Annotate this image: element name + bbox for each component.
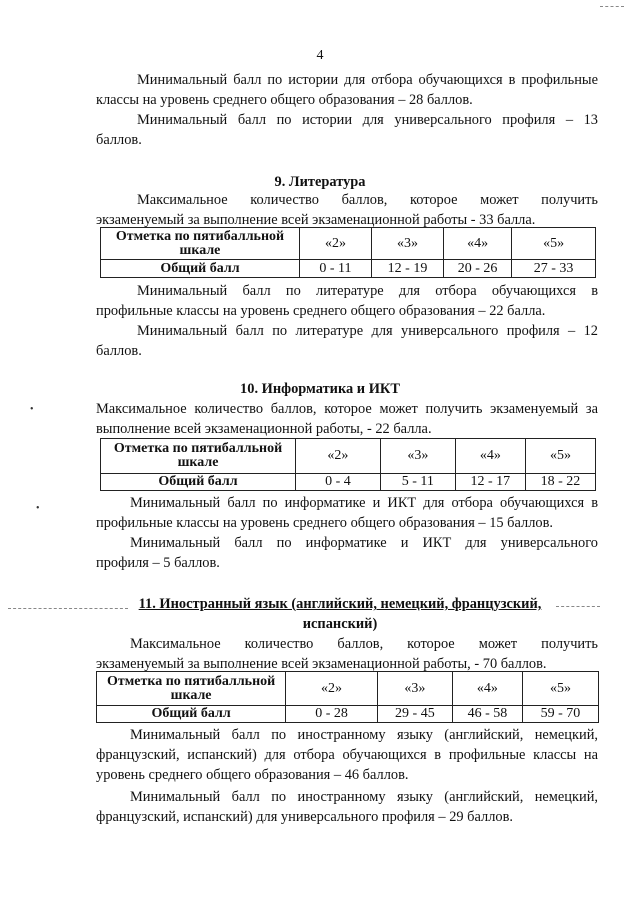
table-row (97, 706, 599, 723)
grade-cell: «2» (296, 439, 381, 474)
range-cell: 12 - 19 (371, 260, 443, 278)
grade-label-cell: Отметка по пятибалльной шкале (97, 672, 286, 706)
grade-cell: «4» (444, 228, 512, 260)
scan-dashed-line (600, 6, 624, 7)
range-cell: 0 - 4 (296, 474, 381, 491)
history-p1-line2: классы на уровень среднего общего образования – 28 баллов. (96, 92, 473, 108)
grade-cell: «5» (525, 439, 595, 474)
total-label-cell: Общий балл (101, 474, 296, 491)
informatics-p2-line1: Минимальный балл по информатике и ИКТ для универсального (130, 535, 598, 551)
literature-p1-line1: Минимальный балл по литературе для отбора обучающихся в (137, 283, 598, 299)
range-cell: 27 - 33 (512, 260, 596, 278)
scan-speck: • (30, 404, 34, 415)
grade-cell: «5» (522, 672, 598, 706)
grade-cell: «3» (371, 228, 443, 260)
informatics-intro-line1: Максимальное количество баллов, которое может получить экзаменуемый за (96, 401, 598, 417)
foreign-heading-line1: 11. Иностранный язык (английский, немецкий, французский, (138, 596, 542, 612)
grade-cell: «4» (452, 672, 522, 706)
foreign-heading-line2: испанский) (302, 616, 378, 632)
history-p2-line2: баллов. (96, 132, 142, 148)
page-number: 4 (316, 48, 324, 63)
range-cell: 0 - 11 (299, 260, 371, 278)
informatics-heading: 10. Информатика и ИКТ (240, 381, 400, 397)
foreign-p2-line1: Минимальный балл по иностранному языку (английский, немецкий, (130, 789, 598, 805)
grade-cell: «5» (512, 228, 596, 260)
table-row (101, 439, 596, 474)
foreign-score-table (96, 671, 599, 723)
table-row (101, 228, 596, 260)
literature-intro-line2: экзаменуемый за выполнение всей экзаменационной работы - 33 балла. (96, 212, 536, 228)
grade-cell: «3» (377, 672, 452, 706)
table-row (101, 474, 596, 491)
informatics-p2-line2: профиля – 5 баллов. (96, 555, 220, 571)
foreign-intro-line1: Максимальное количество баллов, которое может получить (130, 636, 598, 652)
range-cell: 0 - 28 (286, 706, 378, 723)
range-cell: 20 - 26 (444, 260, 512, 278)
table-row (97, 672, 599, 706)
grade-cell: «3» (380, 439, 455, 474)
range-cell: 18 - 22 (525, 474, 595, 491)
grade-cell: «2» (286, 672, 378, 706)
grade-cell: «4» (455, 439, 525, 474)
range-cell: 12 - 17 (455, 474, 525, 491)
literature-intro-line1: Максимальное количество баллов, которое может получить (137, 192, 598, 208)
range-cell: 5 - 11 (380, 474, 455, 491)
range-cell: 59 - 70 (522, 706, 598, 723)
informatics-p1-line2: профильные классы на уровень среднего общего образования – 15 баллов. (96, 515, 553, 531)
literature-p2-line1: Минимальный балл по литературе для универсального профиля – 12 (137, 323, 598, 339)
history-p1-line1: Минимальный балл по истории для отбора обучающихся в профильные (137, 72, 598, 88)
total-label-cell: Общий балл (97, 706, 286, 723)
history-p2-line1: Минимальный балл по истории для универсального профиля – 13 (137, 112, 598, 128)
literature-p1-line2: профильные классы на уровень среднего общего образования – 22 балла. (96, 303, 546, 319)
literature-heading: 9. Литература (274, 174, 366, 190)
range-cell: 29 - 45 (377, 706, 452, 723)
informatics-score-table (100, 438, 596, 491)
scan-speck: • (36, 503, 40, 514)
range-cell: 46 - 58 (452, 706, 522, 723)
foreign-intro-line2: экзаменуемый за выполнение всей экзаменационной работы, - 70 баллов. (96, 656, 547, 672)
grade-label-cell: Отметка по пятибалльной шкале (101, 439, 296, 474)
table-row (101, 260, 596, 278)
literature-p2-line2: баллов. (96, 343, 142, 359)
informatics-p1-line1: Минимальный балл по информатике и ИКТ для отбора обучающихся в (130, 495, 598, 511)
foreign-p1-line2: французский, испанский) для отбора обучающихся в профильные классы на (96, 747, 598, 763)
literature-score-table (100, 227, 596, 278)
foreign-p2-line2: французский, испанский) для универсального профиля – 29 баллов. (96, 809, 513, 825)
total-label-cell: Общий балл (101, 260, 300, 278)
informatics-intro-line2: выполнение всей экзаменационной работы, - 22 балла. (96, 421, 432, 437)
grade-label-cell: Отметка по пятибалльной шкале (101, 228, 300, 260)
foreign-p1-line1: Минимальный балл по иностранному языку (английский, немецкий, (130, 727, 598, 743)
grade-cell: «2» (299, 228, 371, 260)
foreign-p1-line3: уровень среднего общего образования – 46 баллов. (96, 767, 409, 783)
